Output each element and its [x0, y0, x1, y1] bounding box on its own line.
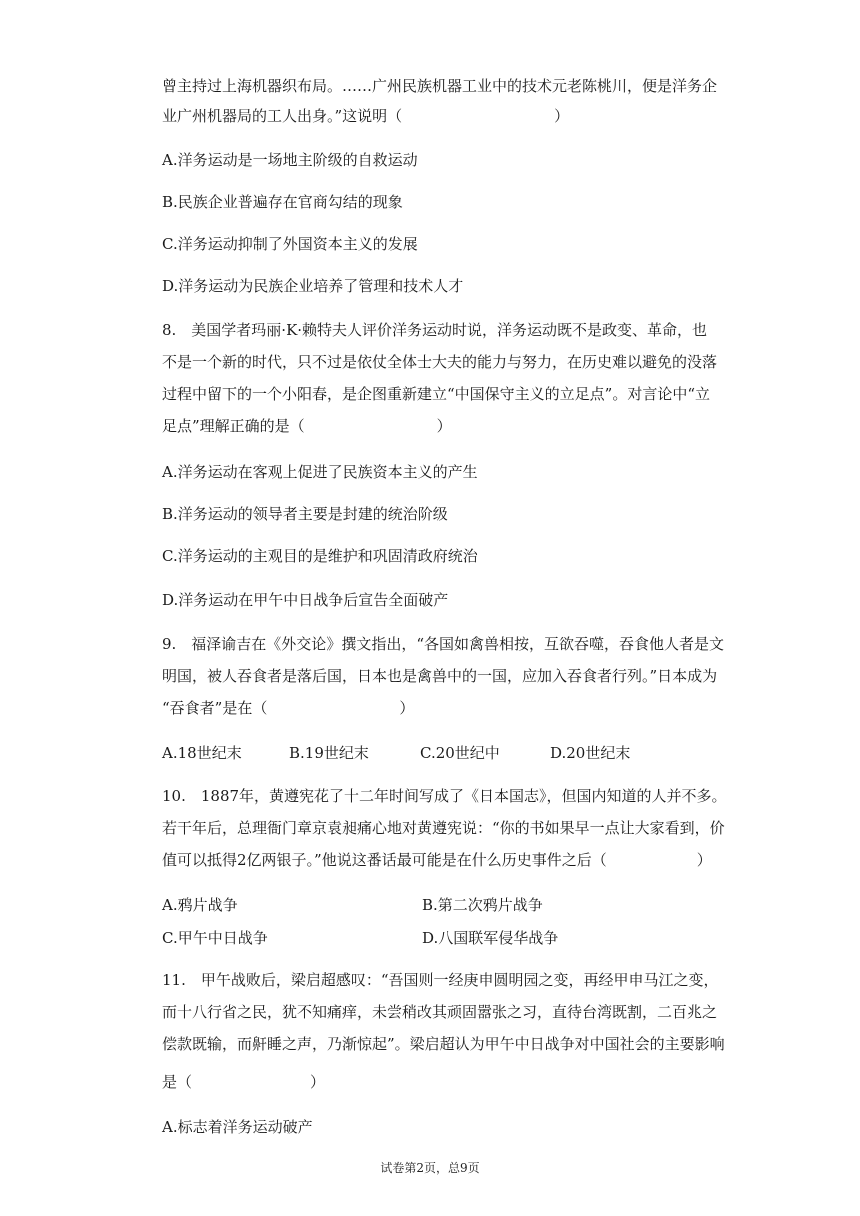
q7-text-line-2: [162, 106, 569, 126]
q10-text-line-1: 10. 1887年，黄遵宪花了十二年时间写成了《日本国志》，但国内知道的人并不多。: [162, 787, 727, 805]
q7-option-c: C.洋务运动抑制了外国资本主义的发展: [162, 235, 418, 253]
q10-option-a: A.鸦片战争: [162, 896, 238, 914]
q11-option-a: A.标志着洋务运动破产: [162, 1118, 313, 1136]
q8-text-line-2: 不是一个新的时代，只不过是依仗全体士大夫的能力与努力，在历史难以避免的没落: [162, 353, 718, 371]
q11-stem-end: 是（: [162, 1073, 193, 1091]
q10-text-line-3: [162, 850, 712, 870]
q9-option-c: C.20世纪中: [420, 744, 500, 762]
q9-paren-close: ）: [399, 699, 415, 717]
q9-stem-end: “吞食者”是在（: [162, 699, 268, 717]
q10-paren-close: ）: [696, 851, 712, 869]
q10-option-c: C.甲午中日战争: [162, 929, 268, 947]
q7-option-d: D.洋务运动为民族企业培养了管理和技术人才: [162, 277, 464, 295]
q7-paren-close: ）: [554, 107, 570, 125]
q10-option-b: B.第二次鸦片战争: [422, 896, 543, 914]
q10-text-line-2: 若干年后，总理衙门章京袁昶痛心地对黄遵宪说：“你的书如果早一点让大家看到，价: [162, 819, 725, 837]
q7-text-line-1: 曾主持过上海机器织布局。……广州民族机器工业中的技术元老陈桃川，便是洋务企: [162, 77, 718, 95]
q8-text-line-3: 过程中留下的一个小阳春，是企图重新建立“中国保守主义的立足点”。对言论中“立: [162, 385, 711, 403]
q8-option-c: C.洋务运动的主观目的是维护和巩固清政府统治: [162, 547, 478, 565]
q10-stem-end: 值可以抵得2亿两银子。”他说这番话最可能是在什么历史事件之后（: [162, 851, 607, 869]
q11-text-line-1: 11. 甲午战败后，梁启超感叹：“吾国则一经庚申圆明园之变，再经甲申马江之变，: [162, 971, 719, 989]
q9-text-line-1: 9. 福泽谕吉在《外交论》撰文指出，“各国如禽兽相按，互欲吞噬，吞食他人者是文: [162, 635, 724, 653]
page-footer: 试卷第2页，总9页: [380, 1161, 480, 1175]
q9-option-b: B.19世纪末: [289, 744, 369, 762]
q10-option-d: D.八国联军侵华战争: [422, 929, 559, 947]
q8-text-line-1: 8. 美国学者玛丽·K·赖特夫人评价洋务运动时说，洋务运动既不是政变、革命，也: [162, 321, 708, 339]
q9-text-line-3: [162, 698, 414, 718]
q8-option-a: A.洋务运动在客观上促进了民族资本主义的产生: [162, 463, 478, 481]
q7-option-a: A.洋务运动是一场地主阶级的自救运动: [162, 151, 418, 169]
q11-text-line-4: [162, 1072, 325, 1092]
q8-option-d: D.洋务运动在甲午中日战争后宣告全面破产: [162, 591, 449, 609]
q7-option-b: B.民族企业普遍存在官商勾结的现象: [162, 193, 403, 211]
q8-text-line-4: [162, 416, 452, 436]
q8-paren-close: ）: [436, 417, 452, 435]
q7-stem-end: 业广州机器局的工人出身。”这说明（: [162, 107, 403, 125]
q11-paren-close: ）: [310, 1073, 326, 1091]
q9-text-line-2: 明国，被人吞食者是落后国，日本也是禽兽中的一国，应加入吞食者行列。”日本成为: [162, 667, 718, 685]
q11-text-line-3: 偿款既输，而鼾睡之声，乃渐惊起”。梁启超认为甲午中日战争对中国社会的主要影响: [162, 1035, 725, 1053]
q11-text-line-2: 而十八行省之民，犹不知痛痒，未尝稍改其顽固嚣张之习，直待台湾既割，二百兆之: [162, 1003, 718, 1021]
q8-stem-end: 足点”理解正确的是（: [162, 417, 305, 435]
q9-option-a: A.18世纪末: [162, 744, 242, 762]
q9-option-d: D.20世纪末: [550, 744, 631, 762]
q8-option-b: B.洋务运动的领导者主要是封建的统治阶级: [162, 505, 448, 523]
